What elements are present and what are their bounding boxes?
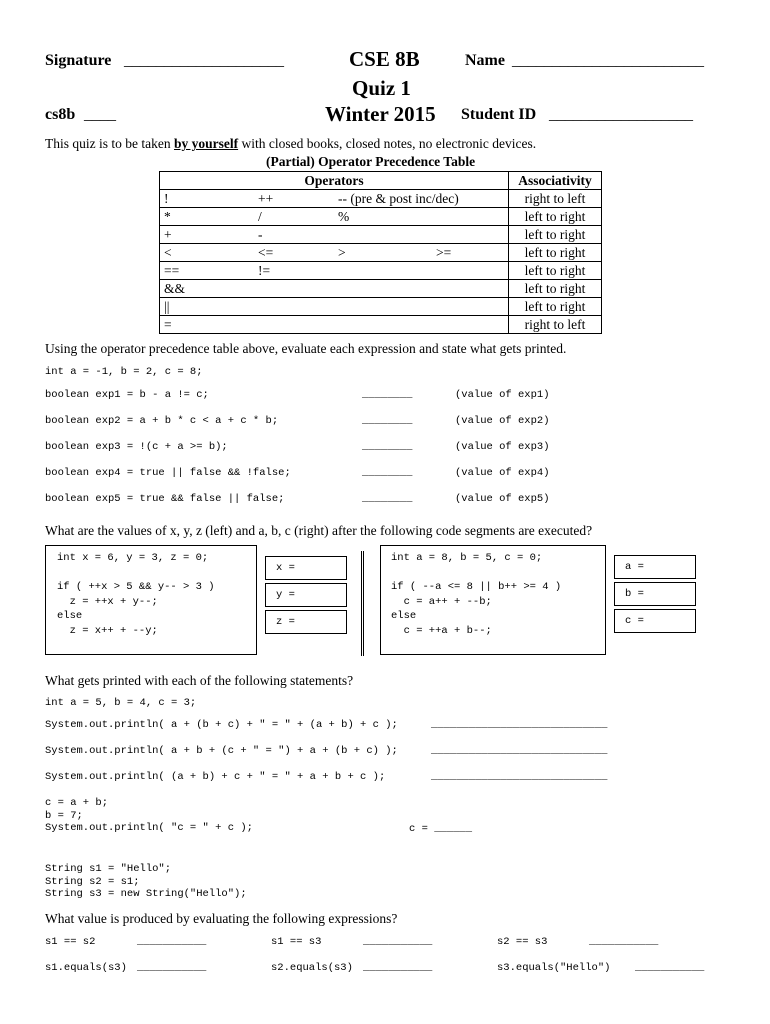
comparison-expression: s2.equals(s3) (271, 962, 353, 974)
student-id-label: Student ID (461, 106, 537, 123)
operator: - (258, 227, 263, 242)
right-var-c-answer[interactable]: c = (614, 609, 696, 633)
name-label: Name (465, 52, 505, 69)
left-code: int x = 6, y = 3, z = 0; if ( ++x > 5 && y-- > 3 ) z = ++x + y--; else z = x++ + --y; (57, 552, 215, 637)
precedence-operators (160, 262, 509, 280)
col-associativity: Associativity (509, 172, 602, 190)
precedence-operators (160, 298, 509, 316)
term-title: Winter 2015 (325, 102, 436, 126)
println-answer-blank[interactable]: ____________________________ (431, 719, 608, 731)
right-code: int a = 8, b = 5, c = 0; if ( --a <= 8 || b++ >= 4 ) c = a++ + --b; else c = ++a + b--; (391, 552, 562, 637)
precedence-associativity: left to right (509, 262, 602, 280)
operator: || (164, 299, 170, 314)
section3-decl: int a = 5, b = 4, c = 3; (45, 697, 197, 709)
answer-blank[interactable]: ________ (362, 467, 413, 479)
comparison-answer-blank[interactable]: ___________ (137, 936, 207, 948)
expression-note: (value of exp4) (455, 467, 550, 479)
intro-text: This quiz is to be taken by yourself with closed books, closed notes, no electronic devices. (45, 136, 537, 151)
section3-block: c = a + b; b = 7; System.out.println( "c = " + c ); (45, 797, 253, 834)
string-declarations: String s1 = "Hello"; String s2 = s1; String s3 = new String("Hello"); (45, 863, 247, 900)
answer-blank[interactable]: ________ (362, 493, 413, 505)
comparison-answer-blank[interactable]: ___________ (137, 962, 207, 974)
section2-prompt: What are the values of x, y, z (left) and a, b, c (right) after the following code segments are executed? (45, 523, 593, 538)
student-id-blank[interactable]: __________________ (549, 106, 693, 123)
left-var-z-answer[interactable]: z = (265, 610, 347, 634)
section1-prompt: Using the operator precedence table above, evaluate each expression and state what gets printed. (45, 341, 567, 356)
precedence-operators (160, 280, 509, 298)
precedence-operators (160, 190, 509, 208)
expression-note: (value of exp3) (455, 441, 550, 453)
operator: == (164, 263, 180, 278)
comparison-answer-blank[interactable]: ___________ (635, 962, 705, 974)
intro-emphasis: by yourself (173, 136, 239, 151)
expression-code: boolean exp1 = b - a != c; (45, 389, 209, 401)
operator: / (258, 209, 262, 224)
comparison-expression: s1.equals(s3) (45, 962, 127, 974)
precedence-row (160, 190, 602, 208)
signature-label: Signature (45, 52, 112, 69)
divider-left (361, 551, 362, 656)
comparison-answer-blank[interactable]: ___________ (363, 936, 433, 948)
precedence-row (160, 244, 602, 262)
operator: -- (pre & post inc/dec) (338, 191, 459, 206)
println-code: System.out.println( a + b + (c + " = ") + a + (b + c) ); (45, 745, 398, 757)
println-answer-blank[interactable]: ____________________________ (431, 771, 608, 783)
section1-decl: int a = -1, b = 2, c = 8; (45, 366, 203, 378)
precedence-row (160, 298, 602, 316)
operator: > (338, 245, 346, 260)
precedence-operators (160, 208, 509, 226)
expression-note: (value of exp1) (455, 389, 550, 401)
precedence-associativity: left to right (509, 208, 602, 226)
col-operators: Operators (160, 172, 509, 190)
expression-code: boolean exp5 = true && false || false; (45, 493, 285, 505)
precedence-associativity: left to right (509, 298, 602, 316)
precedence-row (160, 208, 602, 226)
comparison-answer-blank[interactable]: ___________ (363, 962, 433, 974)
println-answer-blank[interactable]: ____________________________ (431, 745, 608, 757)
signature-blank[interactable]: ____________________ (124, 52, 284, 69)
operator: >= (436, 245, 452, 260)
println-code: System.out.println( a + (b + c) + " = " + (a + b) + c ); (45, 719, 398, 731)
section3-prompt: What gets printed with each of the following statements? (45, 673, 354, 688)
left-var-y-answer[interactable]: y = (265, 583, 347, 607)
comparison-expression: s3.equals("Hello") (497, 962, 611, 974)
expression-note: (value of exp5) (455, 493, 550, 505)
operator: < (164, 245, 172, 260)
answer-blank[interactable]: ________ (362, 415, 413, 427)
right-var-a-answer[interactable]: a = (614, 555, 696, 579)
precedence-associativity: right to left (509, 190, 602, 208)
precedence-associativity: left to right (509, 244, 602, 262)
operator: && (164, 281, 186, 296)
name-blank[interactable]: ________________________ (512, 52, 704, 69)
operator: <= (258, 245, 274, 260)
precedence-row (160, 262, 602, 280)
precedence-table (159, 171, 602, 334)
expression-code: boolean exp2 = a + b * c < a + c * b; (45, 415, 279, 427)
operator: != (258, 263, 271, 278)
precedence-operators (160, 244, 509, 262)
c-answer[interactable]: c = ______ (409, 823, 473, 835)
operator: + (164, 227, 172, 242)
comparison-expression: s2 == s3 (497, 936, 548, 948)
comparison-answer-blank[interactable]: ___________ (589, 936, 659, 948)
expression-code: boolean exp4 = true || false && !false; (45, 467, 291, 479)
login-label: cs8b (45, 106, 76, 123)
operator: ++ (258, 191, 274, 206)
precedence-operators (160, 316, 509, 334)
comparison-expression: s1 == s2 (45, 936, 96, 948)
expression-code: boolean exp3 = !(c + a >= b); (45, 441, 228, 453)
println-code: System.out.println( (a + b) + c + " = " + a + b + c ); (45, 771, 386, 783)
answer-blank[interactable]: ________ (362, 441, 413, 453)
precedence-row (160, 316, 602, 334)
precedence-row (160, 280, 602, 298)
precedence-title: (Partial) Operator Precedence Table (266, 154, 476, 169)
precedence-row (160, 226, 602, 244)
expression-note: (value of exp2) (455, 415, 550, 427)
operator: = (164, 317, 172, 332)
operator: % (338, 209, 350, 224)
operator: * (164, 209, 171, 224)
operator: ! (164, 191, 169, 206)
answer-blank[interactable]: ________ (362, 389, 413, 401)
precedence-associativity: right to left (509, 316, 602, 334)
divider-right (363, 551, 364, 656)
section4-prompt: What value is produced by evaluating the following expressions? (45, 911, 398, 926)
left-var-x-answer[interactable]: x = (265, 556, 347, 580)
login-blank[interactable]: ____ (84, 106, 116, 123)
precedence-associativity: left to right (509, 226, 602, 244)
course-title: CSE 8B (349, 47, 420, 71)
quiz-title: Quiz 1 (352, 76, 411, 100)
right-var-b-answer[interactable]: b = (614, 582, 696, 606)
comparison-expression: s1 == s3 (271, 936, 322, 948)
precedence-associativity: left to right (509, 280, 602, 298)
precedence-operators (160, 226, 509, 244)
